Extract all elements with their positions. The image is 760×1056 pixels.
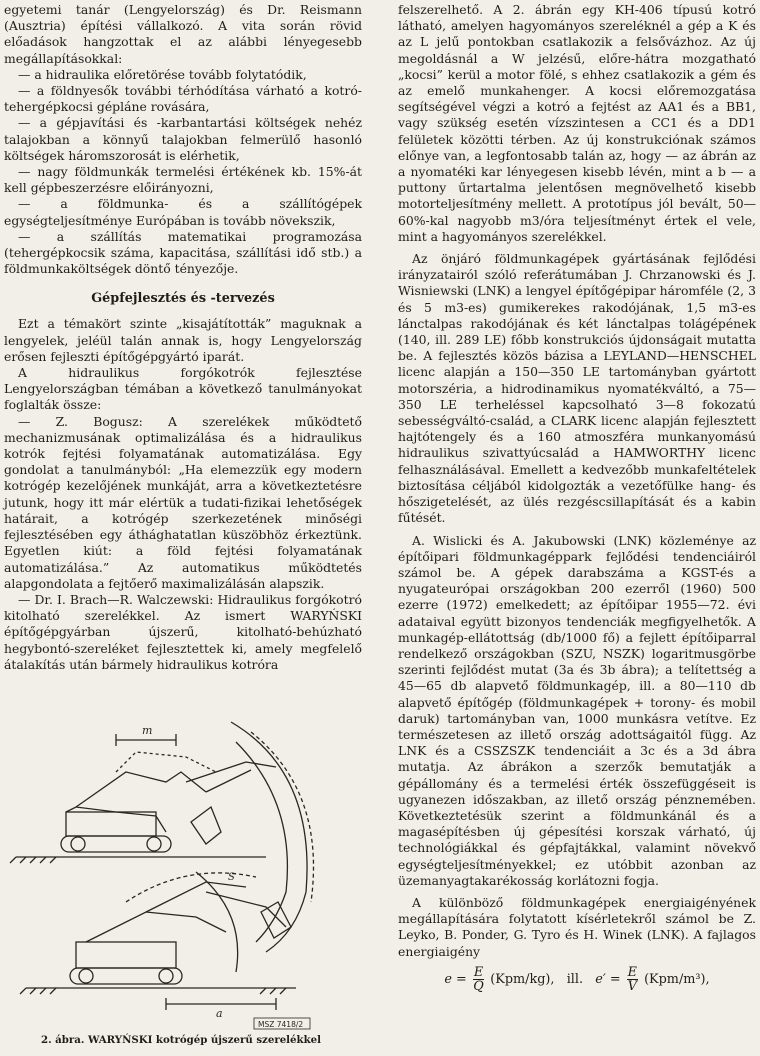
fraction-1 xyxy=(473,966,484,993)
label-s: S xyxy=(228,872,235,883)
denominator-1: Q xyxy=(473,978,484,994)
label-a: a xyxy=(216,1007,223,1020)
list-item: — a földmunka- és a szállítógépek egységteljesítménye Európában is tovább növekszik, xyxy=(4,196,362,228)
formula-lhs-1: e = xyxy=(444,971,467,987)
list-item: — a szállítás matematikai programozása (tehergépkocsik száma, kapacitása, szállítási idő stb.) a földmunkaköltségek döntő tényezője. xyxy=(4,228,362,277)
list-item: — a földnyesők további térhódítása várható a kotró-tehergépkocsi gépláne rovására, xyxy=(4,83,362,115)
label-m: m xyxy=(142,724,153,737)
excavator-figure xyxy=(6,712,356,1048)
paragraph: — Dr. I. Brach—R. Walczewski: Hidraulikus forgókotró kitolható szerelékkel. Az ismert WARYŃSKI építőgépgyárban újszerű, kitolható-behúzható hegybontó-szereléket fejlesztettek ki, amely megfelelő átalakítás után bármely hidraulikus kotróra xyxy=(4,591,362,672)
formula-separator: ill. xyxy=(566,971,584,987)
list-item: — a gépjavítási és -karbantartási költségek nehéz talajokban a könnyű talajokban felmerülő hasonló költségek háromszorosát is elérhetik, xyxy=(4,115,362,163)
formula-lhs-2: e′ = xyxy=(595,971,621,987)
paragraph: felszerelhető. A 2. ábrán egy KH-406 típusú kotró látható, amelyen hagyományos szereléknél a gép a K és az L jelű pontokban csatlakozik a felsővázhoz. Az új megoldásnál a W jelzésű, előre-hátra mozgatható „kocsi” kerül a motor fölé, s ehhez csatlakozik a gém és az emelő munkahenger. A kocsi előremozgatása segítségével végzi a kotró a fejtést az AA1 és a BB1, vagy szükség esetén vízszintesen a CC1 és a DD1 felületek közötti térben. Az új konstrukciónak számos előnye van, a legfontosabb talán az, hogy — az ábrán az a nyomatéki kar lényegesen kisebb lévén, mint a b — a puttony űrtartalma jelentősen megnövelhető kisebb motorteljesítmény mellett. A prototípus jól bevált, 50—60%-kal nagyobb m3/óra teljesítményt értek el vele, mint a hagyományos szerelékkel. xyxy=(398,2,756,244)
paragraph: A. Wislicki és A. Jakubowski (LNK) közleménye az építőipari földmunkagéppark fejlődési tendenciáiról számol be. A gépek darabszáma a KGST-és a nyugateurópai országokban 200 ezerről (1960) 500 ezerre (1972) emelkedett; az építőipar 1955—72. évi adataival együtt bizonyos tendenciák megfigyelhetők. A munkagép-ellátottság (db/1000 fő) a fejlett építőiparral rendelkező országokban (SZU, NSZK) logaritmusgörbe szerinti fejlődést mutat (3a és 3b ábra); a telítettség a 45—65 db alapvető földmunkagép, ill. a 80—110 db alapvető építőgép (földmunkagépek + torony- és mobil daruk) tartományban van, 1000 munkásra vetítve. Ez természetesen az illető ország adottságaitól függ. Az LNK és a CSSZSZK tendenciáit a 3c és a 3d ábra mutatja. Az ábrákon a szerzők bemutatják a gépállomány és a termelési érték összefüggéseit is ugyanezen időszakban, az illető ország pénznemében. Következtetésük szerint a földmunkánál és a magasépítésben új gépesítési korszak várható, új technológiákkal és gépfajtákkal, valamint növekvő egységteljesítményekkel; ez utóbbit azonban az üzemanyagtakarékosság korlátozni fogja. xyxy=(398,532,756,888)
list-item: — nagy földmunkák termelési értékének kb. 15%-át kell gépbeszerzésre előirányozni, xyxy=(4,164,362,196)
paragraph: — Z. Bogusz: A szerelékek működtető mechanizmusának optimalizálása és a hidraulikus kotrók fejtési folyamatának automatizálása. Egy gondolat a tanulmányból: „Ha elemezzük egy modern kotrógép kezelőjének munkáját, arra a következtetésre jutunk, hogy itt már elértük a tudati-fizikai lehetőségek határait, a kotrógép szerkezetének minőségi fejlesztésében egy áthághatatlan küszöbhöz érkeztünk. Egyetlen kiút: a föld fejtési folyamatának automatizálása.” Az automatikus működtetés alapgondolata a fejtőerő maximalizálásán alapszik. xyxy=(4,413,362,591)
formula-unit-1: (Kpm/kg), xyxy=(490,971,555,987)
paragraph: Ezt a témakört szinte „kisajátították” maguknak a lengyelek, jeléül talán annak is, hogy Lengyelország erősen fejleszti építőgépgyártó iparát. xyxy=(4,316,362,364)
excavator-drawing xyxy=(6,712,356,1030)
right-column xyxy=(398,2,756,993)
figure-code: MSZ 7418/2 xyxy=(258,1020,304,1029)
list-item: — a hidraulika előretörése tovább folytatódik, xyxy=(18,66,307,82)
paragraph: A különböző földmunkagépek energiaigényének megállapítására folytatott kísérletekről számol be Z. Leyko, B. Ponder, G. Tyro és H. Winek (LNK). A fajlagos energiaigény xyxy=(398,894,756,959)
paragraph: Az önjáró földmunkagépek gyártásának fejlődési irányzatairól szóló referátumában J. Chrzanowski és J. Wisniewski (LNK) a lengyel építőgépipar háromféle (2, 3 és 5 m3-es) gumikerekes rakodójának, 1,5 m3-es lánctalpas rakodójának és két lánctalpas tolágépének (140, ill. 289 LE) főbb konstrukciós újdonságait mutatta be. A fejlesztés közös bázisa a LEYLAND—HENSCHEL licenc alapján a 150—350 LE tartományban gyártott motorszéria, a hidrodinamikus nyomatékváltó, a 75—350 LE terheléssel kapcsolható 3—8 fokozatú sebességváltó-család, a CLARK licenc alapján fejlesztett hajtótengely és a 160 atmoszféra munkanyomású hidraulikus szivattyúcsalád a HAMWORTHY licenc felhasználásával. Emellett a kedvezőbb munkafeltételek biztosítása céljából kidolgozták a vezetőfülke hang- és hőszigetelését, az ülés rezgéscsillapítását és a kabin fűtését. xyxy=(398,251,756,526)
paragraph: A hidraulikus forgókotrók fejlesztése Lengyelországban témában a következő tanulmányokat foglalták össze: xyxy=(4,365,362,413)
numerator-1: E xyxy=(473,964,484,980)
formula-unit-2: (Kpm/m³), xyxy=(644,971,710,987)
numerator-2: E xyxy=(627,964,637,980)
fraction-2 xyxy=(627,966,638,993)
left-column xyxy=(4,2,362,673)
figure-caption: 2. ábra. WARYŃSKI kotrógép újszerű szerelékkel xyxy=(40,1034,321,1046)
section-heading: Gépfejlesztés és -tervezés xyxy=(91,291,275,307)
energy-formula xyxy=(398,966,756,993)
denominator-2: V xyxy=(627,978,637,994)
paragraph: egyetemi tanár (Lengyelország) és Dr. Reismann (Ausztria) építési vállalkozó. A vita során rövid előadások hangzottak el az alábbi lényegesebb megállapításokkal: xyxy=(4,2,362,66)
